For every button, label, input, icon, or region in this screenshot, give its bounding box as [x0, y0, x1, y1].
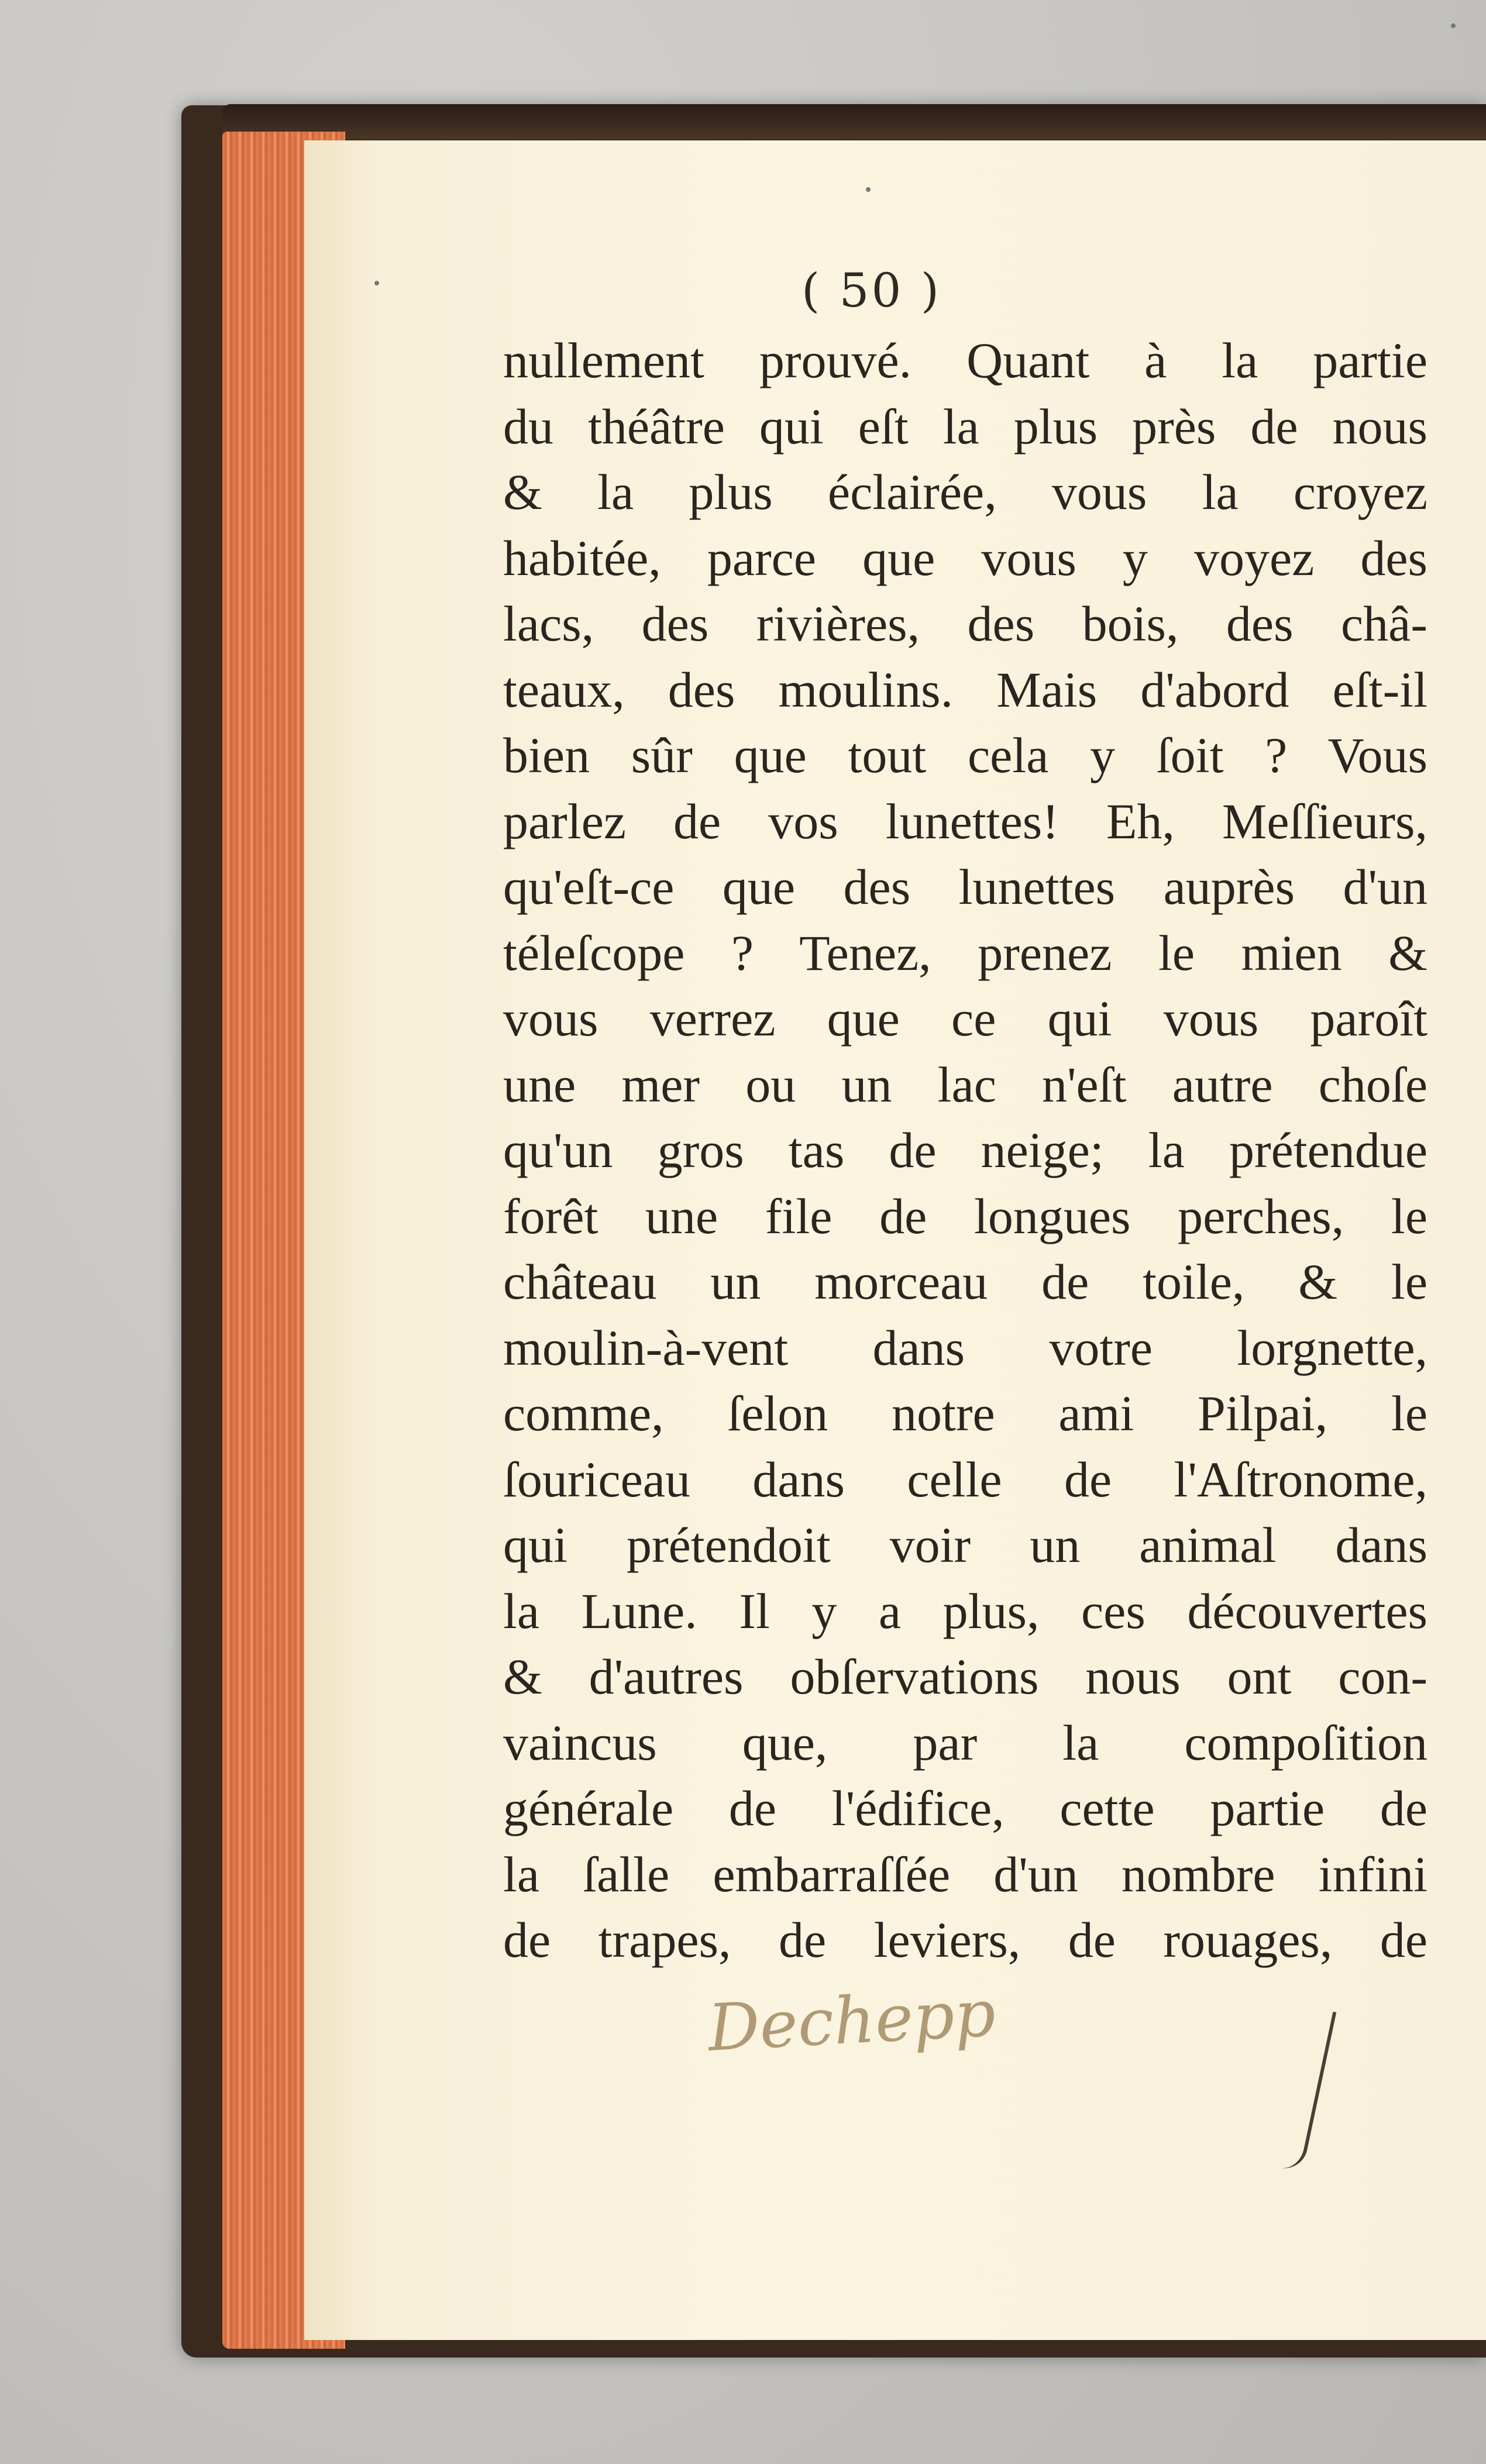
text-line: une mer ou un lac n'eſt autre choſe — [503, 1056, 1427, 1113]
text-line: habitée, parce que vous y voyez des — [503, 529, 1427, 586]
text-line: bien sûr que tout cela y ſoit ? Vous — [503, 727, 1427, 783]
text-line: parlez de vos lunettes! Eh, Meſſieurs, — [503, 793, 1427, 849]
text-line: vaincus que, par la compoſition — [503, 1714, 1427, 1771]
text-line: château un morceau de toile, & le — [503, 1254, 1427, 1310]
text-line: du théâtre qui eſt la plus près de nous — [503, 398, 1427, 455]
text-line: téleſcope ? Tenez, prenez le mien & — [503, 924, 1427, 981]
text-line: moulin-à-vent dans votre lorgnette, — [503, 1319, 1427, 1376]
text-line: lacs, des rivières, des bois, des châ- — [503, 596, 1427, 652]
page-text — [503, 328, 1427, 1973]
text-line: vous verrez que ce qui vous paroît — [503, 990, 1427, 1047]
text-line: forêt une file de longues perches, le — [503, 1188, 1427, 1244]
paper-speck — [866, 187, 871, 192]
text-line: la Lune. Il y a plus, ces découvertes — [503, 1582, 1427, 1639]
book-top-edge — [222, 104, 1486, 139]
text-line: qu'eſt-ce que des lunettes auprès d'un — [503, 859, 1427, 915]
text-line: nullement prouvé. Quant à la partie — [503, 332, 1427, 388]
text-line: teaux, des moulins. Mais d'abord eſt-il — [503, 661, 1427, 718]
paper-speck — [374, 281, 379, 285]
text-line: & la plus éclairée, vous la croyez — [503, 464, 1427, 520]
text-line: comme, ſelon notre ami Pilpai, le — [503, 1385, 1427, 1441]
text-line: générale de l'édifice, cette partie de — [503, 1780, 1427, 1836]
text-line: de trapes, de leviers, de rouages, de — [503, 1912, 1427, 1968]
text-line: & d'autres obſervations nous ont con- — [503, 1649, 1427, 1705]
text-line: qu'un gros tas de neige; la prétendue — [503, 1122, 1427, 1178]
text-line: la ſalle embarraſſée d'un nombre infini — [503, 1846, 1427, 1902]
text-line: qui prétendoit voir un animal dans — [503, 1517, 1427, 1573]
page-number: ( 50 ) — [802, 263, 942, 318]
handwritten-signature: Dechepp — [706, 1976, 997, 2066]
text-line: ſouriceau dans celle de l'Aſtronome, — [503, 1451, 1427, 1508]
paper-speck — [1451, 23, 1456, 28]
